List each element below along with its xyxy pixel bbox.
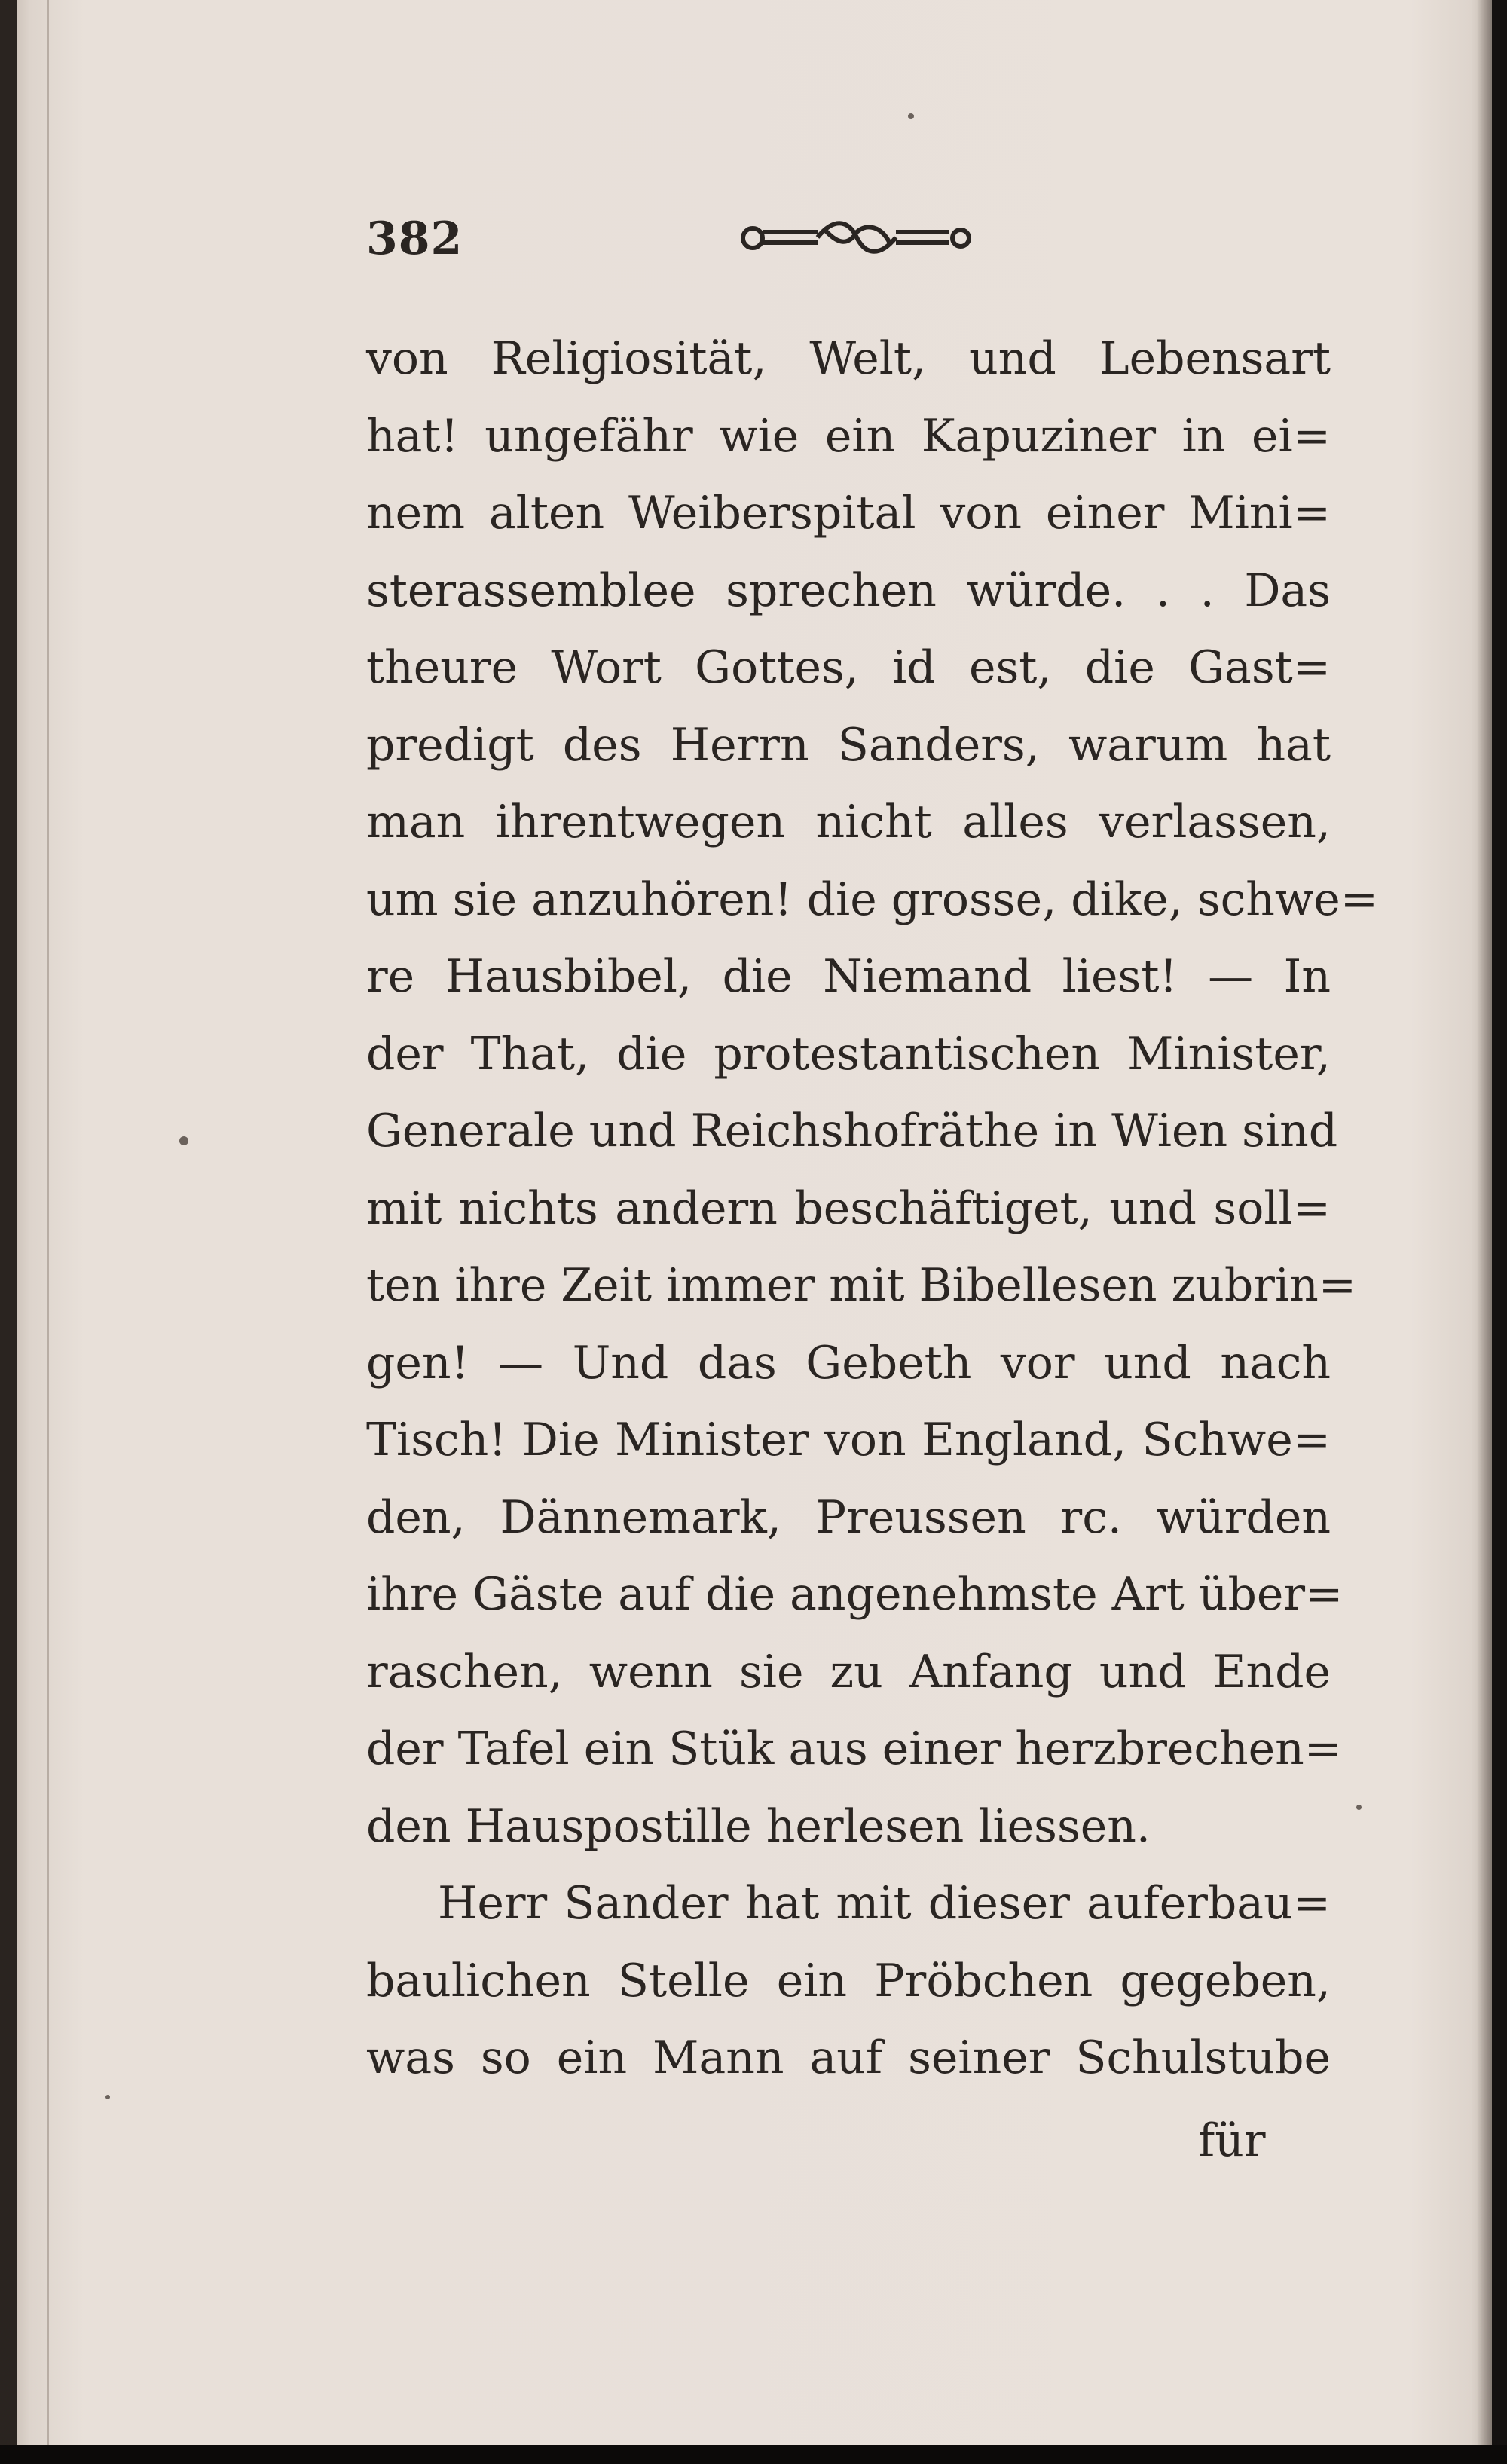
printer-ornament-icon [735, 209, 980, 262]
text-line: theure Wort Gottes, id est, die Gast= [366, 641, 1331, 694]
text-line: um sie anzuhören! die grosse, dike, schwe= [366, 873, 1379, 926]
text-line: den, Dännemark, Preussen rc. würden [366, 1490, 1331, 1544]
text-line: ten ihre Zeit immer mit Bibellesen zubrin= [366, 1259, 1357, 1312]
bottom-border [0, 2445, 1507, 2464]
text-line: Generale und Reichshofräthe in Wien sind [366, 1105, 1338, 1157]
paper-speck [1356, 1805, 1362, 1810]
text-line: Herr Sander hat mit dieser auferbau= [438, 1877, 1331, 1930]
text-line: den Hauspostille herlesen liessen. [366, 1799, 1151, 1853]
text-line: raschen, wenn sie zu Anfang und Ende [366, 1645, 1331, 1698]
page-edge-shadow [1477, 0, 1492, 2445]
text-line: mit nichts andern beschäftiget, und soll= [366, 1182, 1331, 1235]
text-line: man ihrentwegen nicht alles verlassen, [366, 796, 1331, 848]
text-line: predigt des Herrn Sanders, warum hat [366, 718, 1331, 772]
text-line: re Hausbibel, die Niemand liest! — In [366, 950, 1331, 1003]
text-line: gen! — Und das Gebeth vor und nach [366, 1336, 1331, 1389]
gutter-line [47, 0, 49, 2445]
text-line: nem alten Weiberspital von einer Mini= [366, 487, 1331, 540]
text-line: der Tafel ein Stük aus einer herzbrechen= [366, 1723, 1343, 1775]
book-spine-edge [0, 0, 17, 2464]
page-number: 382 [366, 212, 463, 265]
text-line: hat! ungefähr wie ein Kapuziner in ei= [366, 409, 1331, 463]
paper-speck [105, 2095, 110, 2099]
text-line: was so ein Mann auf seiner Schulstube [366, 2031, 1331, 2084]
text-line: von Religiosität, Welt, und Lebensart [366, 332, 1331, 385]
paper-speck [908, 113, 914, 119]
text-line: sterassemblee sprechen würde. . . Das [366, 564, 1331, 617]
catchword: für [1198, 2114, 1266, 2167]
text-line: der That, die protestantischen Minister, [366, 1027, 1331, 1081]
body-text [366, 320, 1379, 2097]
text-line: ihre Gäste auf die angenehmste Art über= [366, 1568, 1343, 1621]
text-line: baulichen Stelle ein Pröbchen gegeben, [366, 1954, 1331, 2007]
paper-speck [179, 1136, 188, 1145]
text-line: Tisch! Die Minister von England, Schwe= [366, 1414, 1331, 1466]
